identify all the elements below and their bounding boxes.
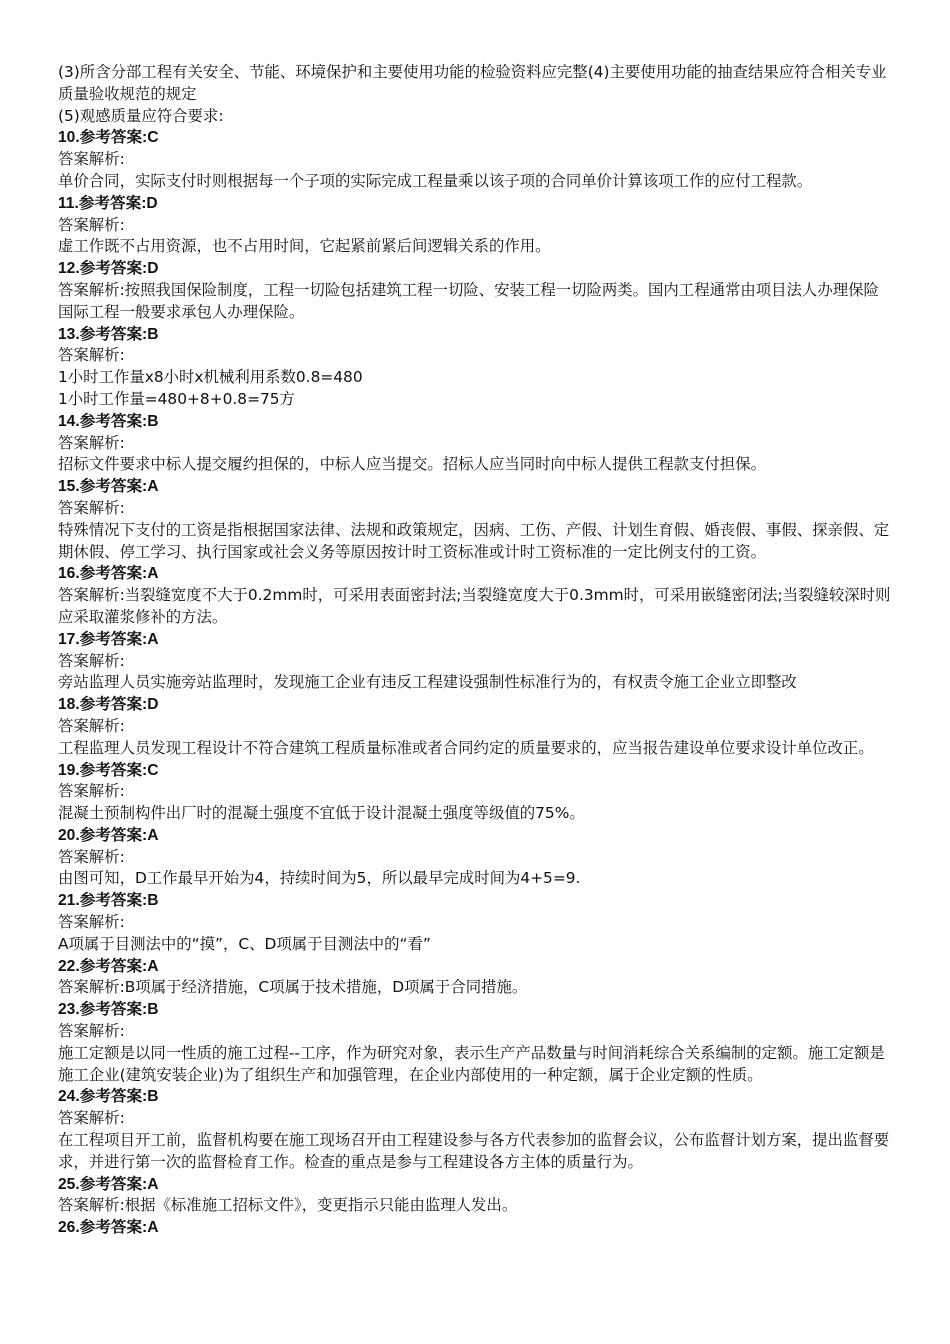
answer-explanation-label: 答案解析: [58,913,125,932]
answer-explanation-text: 特殊情况下支付的工资是指根据国家法律、法规和政策规定，因病、工伤、产假、计划生育假、婚丧假、事假、探亲假、定期休假、停工学习、执行国家或社会义务等原因按计时工资标准或计时工资标准的一定比例支付的工资。 [58,520,890,561]
answer-heading: 16.参考答案:A [58,565,159,583]
answer-explanation-label: 答案解析: [58,782,125,801]
answer-item [58,1174,894,1218]
answer-heading: 21.参考答案:B [58,892,159,910]
answer-heading: 12.参考答案:D [58,260,159,278]
answer-explanation-text: 1小时工作量x8小时x机械利用系数0.8=480 [58,368,363,387]
intro-line: (5)观感质量应符合要求: [58,106,224,125]
answer-explanation-text: 旁站监理人员实施旁站监理时，发现施工企业有违反工程建设强制性标准行为的，有权责令施工企业立即整改 [58,673,797,692]
answer-item [58,411,894,476]
answer-heading: 13.参考答案:B [58,325,159,343]
answer-explanation-text: 虚工作既不占用资源，也不占用时间，它起紧前紧后间逻辑关系的作用。 [58,237,551,256]
answer-explanation-label: 答案解析: [58,716,125,735]
answer-explanation-text: 招标文件要求中标人提交履约担保的，中标人应当提交。招标人应当同时向中标人提供工程款支付担保。 [58,455,766,474]
answer-heading: 18.参考答案:D [58,696,159,714]
answer-heading: 15.参考答案:A [58,478,159,496]
answer-item [58,999,894,1086]
answer-explanation-text: 1小时工作量=480+8+0.8=75方 [58,389,295,408]
answer-explanation-text: 施工定额是以同一性质的施工过程--工序，作为研究对象，表示生产产品数量与时间消耗综合关系编制的定额。施工定额是施工企业(建筑安装企业)为了组织生产和加强管理，在企业内部使用的一种定额，属于企业定额的性质。 [58,1043,885,1084]
answer-list [58,127,894,1239]
answer-explanation-label: 答案解析:按照我国保险制度，工程一切险包括建筑工程一切险、安装工程一切险两类。国内工程通常由项目法人办理保险国际工程一般要求承包人办理保险。 [58,280,879,321]
answer-item [58,193,894,258]
answer-item [58,563,894,628]
answer-heading: 25.参考答案:A [58,1175,159,1193]
answer-item [58,760,894,825]
answer-explanation-label: 答案解析: [58,346,125,365]
answer-item [58,258,894,323]
answer-item [58,825,894,890]
answer-heading: 26.参考答案:A [58,1219,159,1237]
document-page [58,62,894,1239]
answer-explanation-text: 单价合同，实际支付时则根据每一个子项的实际完成工程量乘以该子项的合同单价计算该项工作的应付工程款。 [58,171,813,190]
answer-heading: 11.参考答案:D [58,194,158,212]
answer-explanation-label: 答案解析: [58,847,125,866]
answer-explanation-label: 答案解析: [58,651,125,670]
answer-explanation-label: 答案解析:B项属于经济措施，C项属于技术措施，D项属于合同措施。 [58,978,528,997]
answer-heading: 19.参考答案:C [58,761,159,779]
answer-item [58,476,894,563]
answer-heading: 17.参考答案:A [58,630,159,648]
answer-explanation-label: 答案解析: [58,150,125,169]
answer-explanation-label: 答案解析:根据《标准施工招标文件》，变更指示只能由监理人发出。 [58,1196,518,1215]
answer-heading: 22.参考答案:A [58,957,159,975]
answer-explanation-text: A项属于目测法中的“摸”，C、D项属于目测法中的“看” [58,934,431,953]
answer-explanation-text: 工程监理人员发现工程设计不符合建筑工程质量标准或者合同约定的质量要求的，应当报告建设单位要求设计单位改正。 [58,738,874,757]
answer-explanation-label: 答案解析:当裂缝宽度不大于0.2mm时，可采用表面密封法;当裂缝宽度大于0.3mm时，可采用嵌缝密闭法;当裂缝较深时则应采取灌浆修补的方法。 [58,586,891,626]
answer-heading: 14.参考答案:B [58,412,159,430]
answer-item [58,629,894,694]
answer-explanation-label: 答案解析: [58,433,125,452]
answer-item [58,324,894,411]
answer-item [58,1217,894,1239]
answer-explanation-label: 答案解析: [58,1109,125,1128]
answer-heading: 20.参考答案:A [58,826,159,844]
intro-line: (3)所含分部工程有关安全、节能、环境保护和主要使用功能的检验资料应完整(4)主要使用功能的抽查结果应符合相关专业质量验收规范的规定 [58,63,887,103]
answer-explanation-text: 由图可知，D工作最早开始为4，持续时间为5，所以最早完成时间为4+5=9. [58,869,581,888]
answer-explanation-text: 在工程项目开工前，监督机构要在施工现场召开由工程建设参与各方代表参加的监督会议，公布监督计划方案，提出监督要求，并进行第一次的监督检育工作。检查的重点是参与工程建设各方主体的质量行为。 [58,1131,890,1171]
answer-item [58,1086,894,1173]
answer-item [58,694,894,759]
answer-item [58,127,894,192]
answer-item [58,956,894,1000]
answer-explanation-label: 答案解析: [58,215,125,234]
answer-explanation-text: 混凝土预制构件出厂时的混凝土强度不宜低于设计混凝土强度等级值的75%。 [58,804,585,823]
answer-item [58,890,894,955]
answer-heading: 23.参考答案:B [58,1001,159,1019]
answer-explanation-label: 答案解析: [58,498,125,517]
answer-heading: 24.参考答案:B [58,1088,159,1106]
answer-explanation-label: 答案解析: [58,1022,125,1041]
answer-heading: 10.参考答案:C [58,129,159,147]
